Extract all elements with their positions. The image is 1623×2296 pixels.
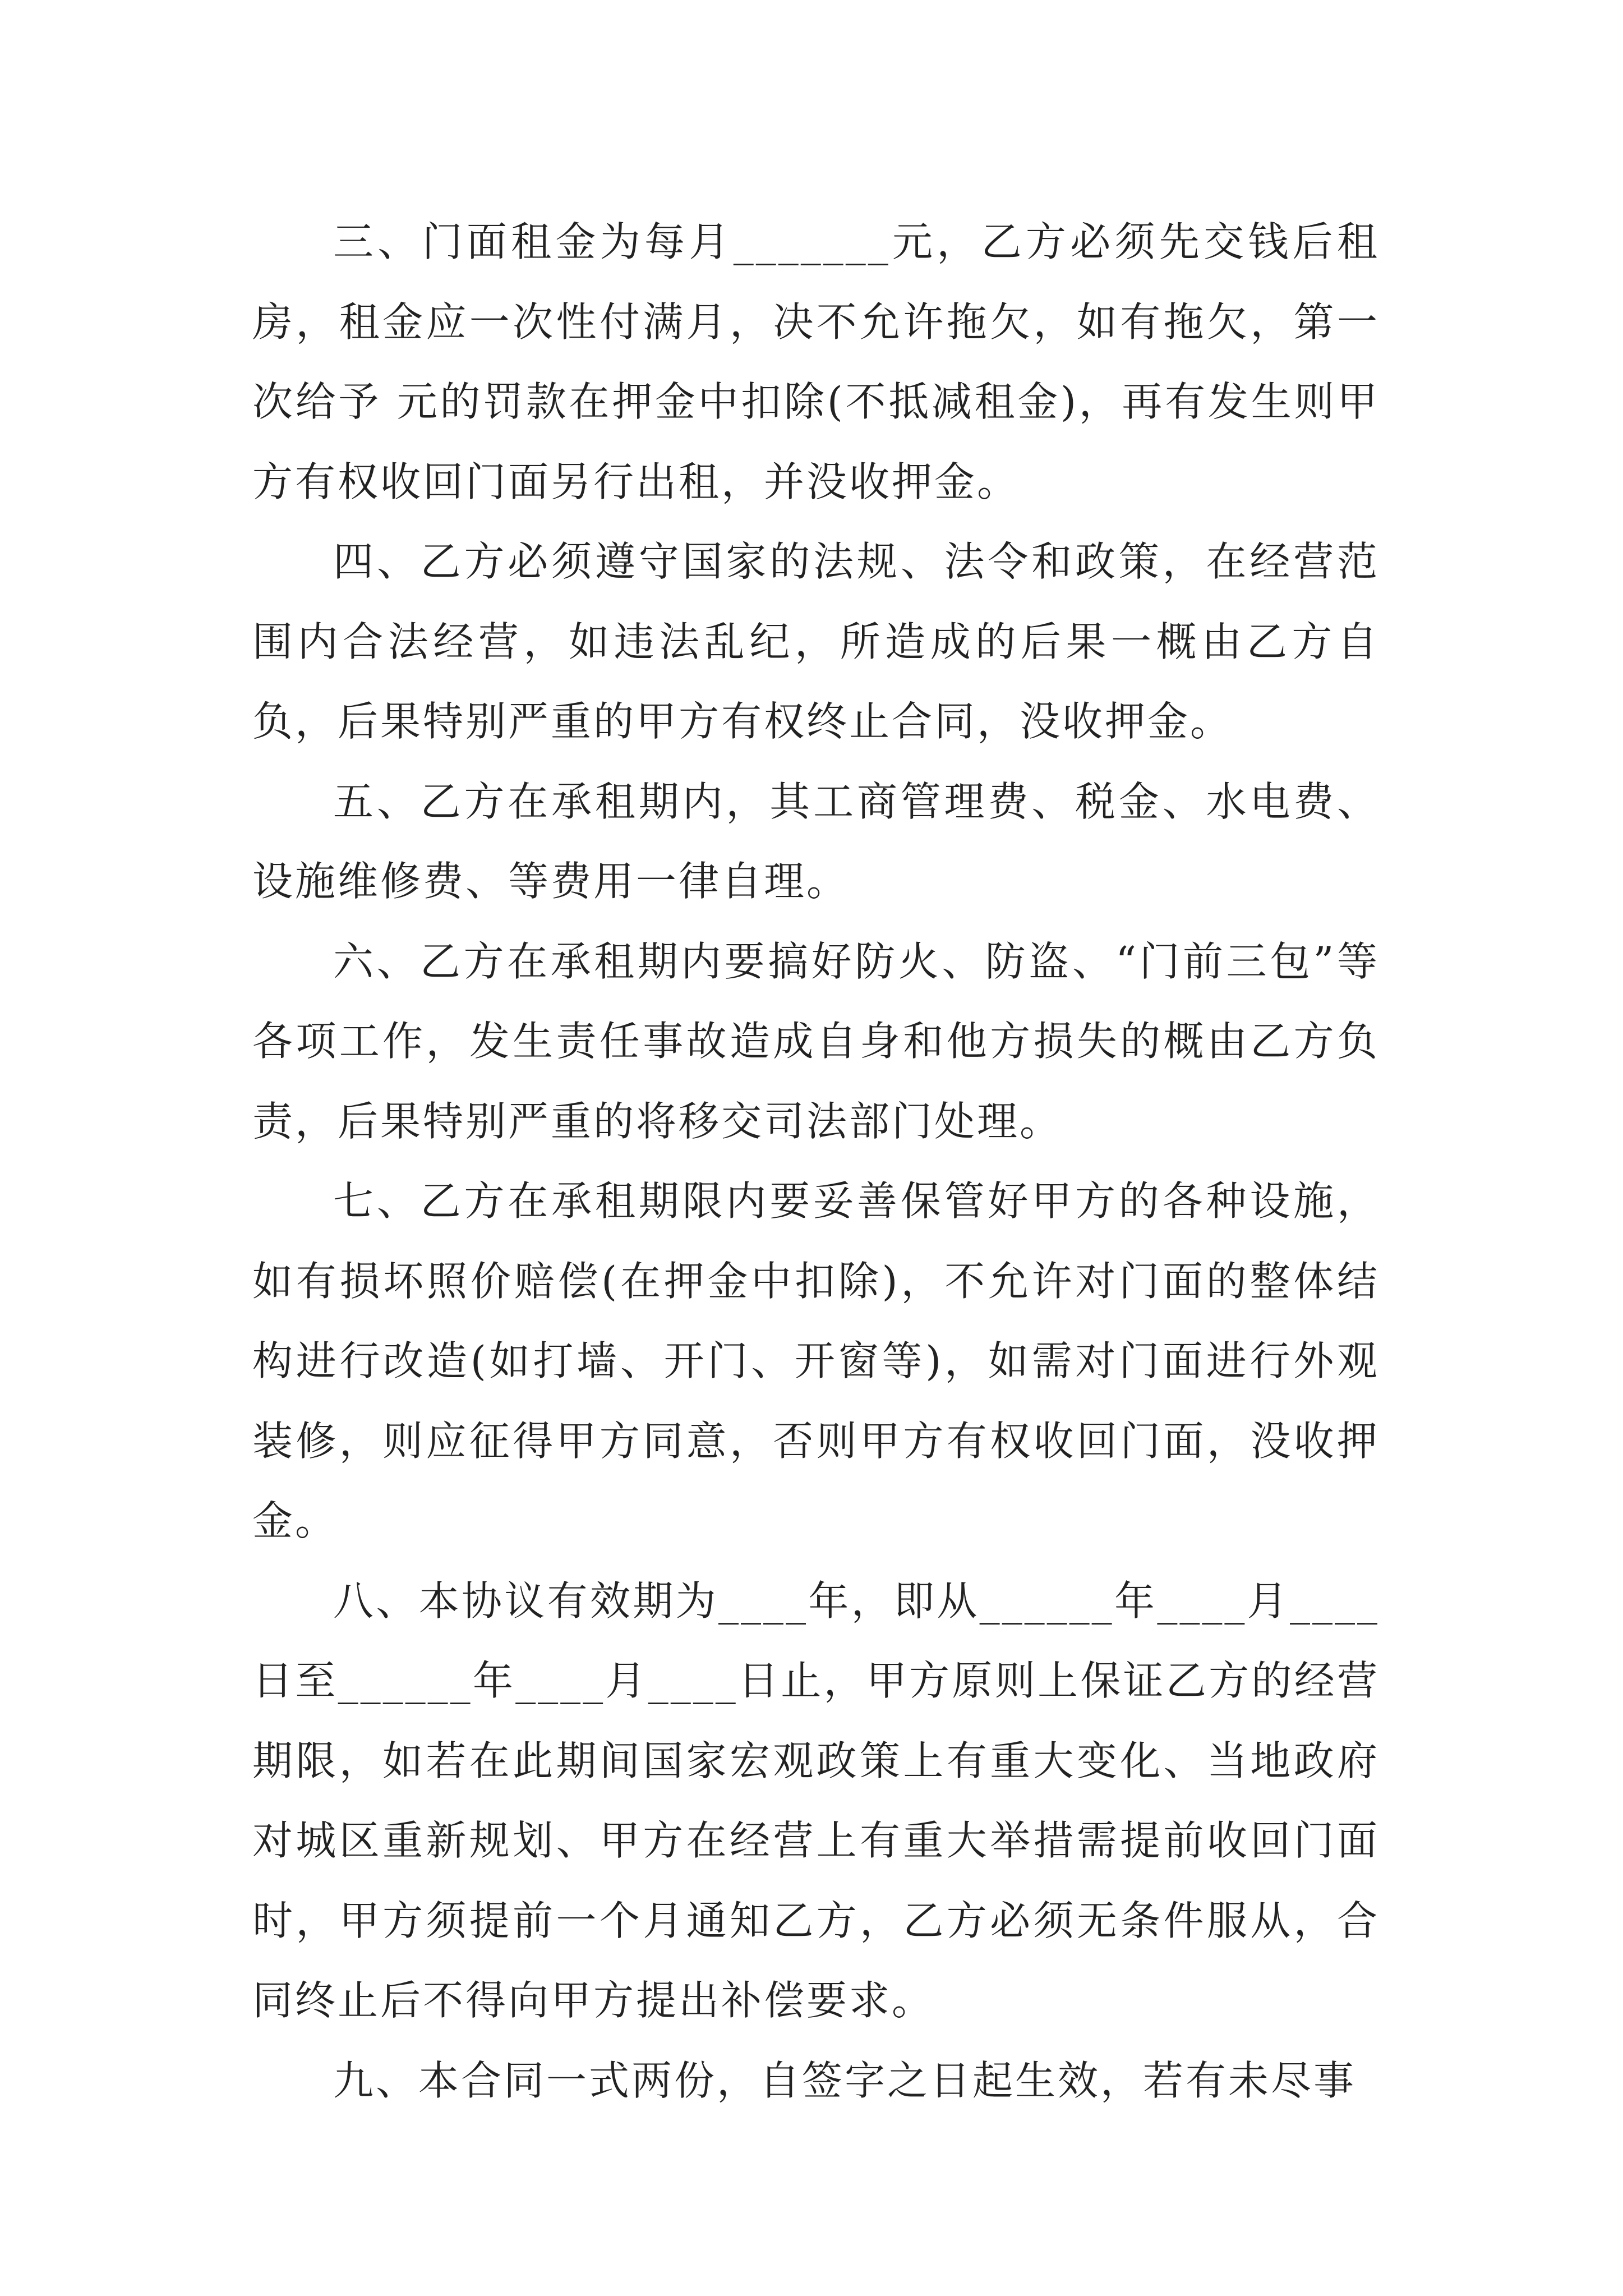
clause-7-facilities: 七、乙方在承租期限内要妥善保管好甲方的各种设施，如有损坏照价赔偿(在押金中扣除)，不允许对门面的整体结构进行改造(如打墙、开门、开窗等)，如需对门面进行外观装修，则应征得甲方同意，否则甲方有权收回门面，没收押金。 bbox=[252, 1177, 1380, 1544]
clause-9-copies: 九、本合同一式两份，自签字之日起生效，若有未尽事 bbox=[333, 2056, 1357, 2104]
clause-5-fees: 五、乙方在承租期内，其工商管理费、税金、水电费、设施维修费、等费用一律自理。 bbox=[252, 777, 1380, 905]
clause-8-term: 八、本协议有效期为____年，即从______年____月____日至______年____月____日止，甲方原则上保证乙方的经营期限，如若在此期间国家宏观政策上有重大变化、当地政府对城区重新规划、甲方在经营上有重大举措需提前收回门面时，甲方须提前一个月通知乙方，乙方必须无条件服从，合同终止后不得向甲方提出补偿要求。 bbox=[252, 1577, 1380, 2024]
clause-4-compliance: 四、乙方必须遵守国家的法规、法令和政策，在经营范围内合法经营，如违法乱纪，所造成的后果一概由乙方自负，后果特别严重的甲方有权终止合同，没收押金。 bbox=[252, 538, 1380, 745]
clause-6-safety: 六、乙方在承租期内要搞好防火、防盗、“门前三包”等各项工作，发生责任事故造成自身和他方损失的概由乙方负责，后果特别严重的将移交司法部门处理。 bbox=[252, 937, 1380, 1145]
clause-3-rent: 三、门面租金为每月_______元，乙方必须先交钱后租房，租金应一次性付满月，决不允许拖欠，如有拖欠，第一次给予 元的罚款在押金中扣除(不抵减租金)，再有发生则甲方有权收回门面另行出租，并没收押金。 bbox=[252, 218, 1380, 505]
document-body bbox=[252, 202, 1380, 2120]
